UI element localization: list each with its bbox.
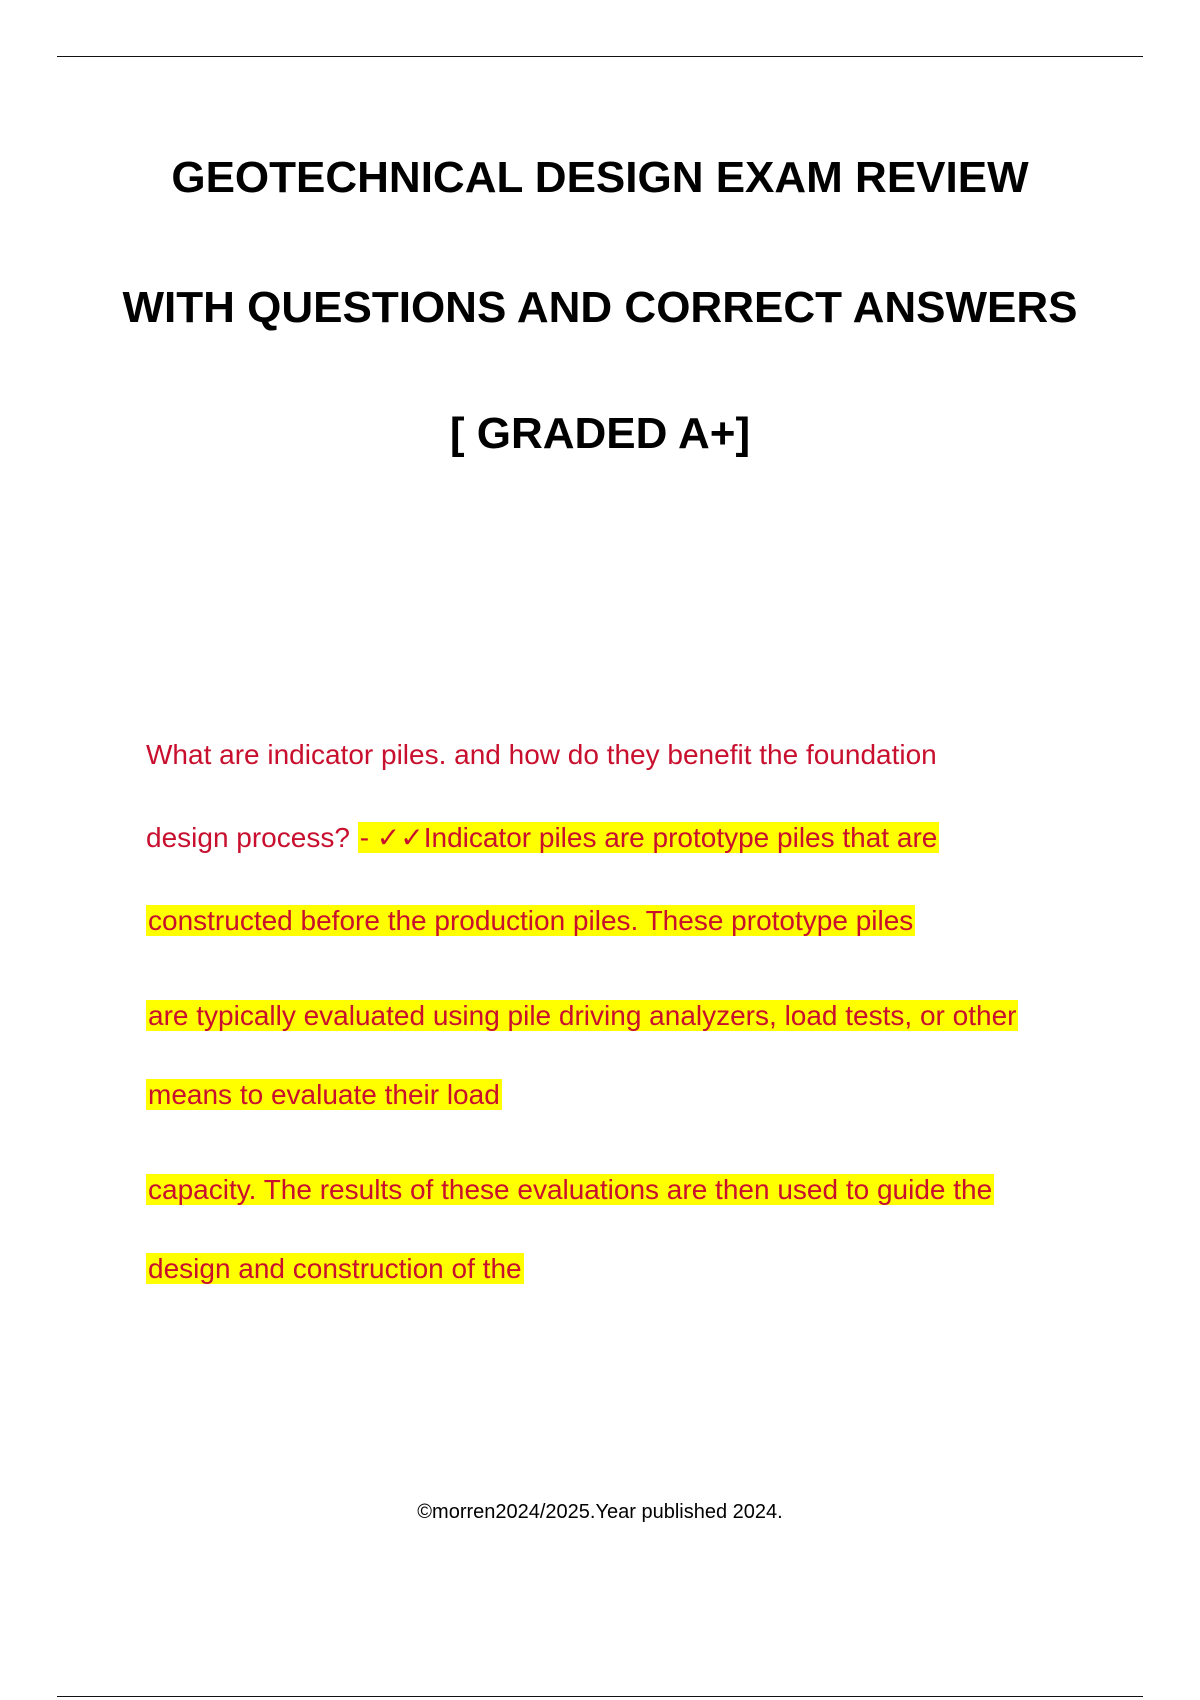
answer-line-2: constructed before the production piles. These prototype piles (148, 905, 914, 936)
answer-line-5: capacity. The results of these evaluations are then used to guide the (148, 1174, 993, 1205)
answer-line-3: are typically evaluated using pile driving analyzers, load tests, or other (148, 1000, 1017, 1031)
title-line-2: WITH QUESTIONS AND CORRECT ANSWERS (122, 283, 1078, 332)
bottom-rule (57, 1696, 1143, 1697)
answer-line-6: design and construction of the (148, 1253, 522, 1284)
question-line-2 (146, 818, 939, 858)
answer-row-4 (146, 1075, 502, 1115)
answer-row-3 (146, 996, 1018, 1036)
answer-line-1: - ✓✓Indicator piles are prototype piles that are (359, 822, 938, 853)
answer-row-6 (146, 1249, 524, 1289)
answer-row-2 (146, 901, 915, 941)
answer-line-4: means to evaluate their load (148, 1079, 500, 1110)
copyright-footer: ©morren2024/2025.Year published 2024. (417, 1501, 783, 1523)
title-line-3: [ GRADED A+] (449, 409, 751, 458)
top-rule (57, 56, 1143, 57)
answer-row-5 (146, 1170, 994, 1210)
question-text-1: What are indicator piles. and how do they benefit the foundation (146, 739, 937, 770)
question-text-2: design process? (146, 822, 358, 853)
title-line-1: GEOTECHNICAL DESIGN EXAM REVIEW (171, 153, 1029, 202)
question-line-1 (146, 735, 937, 775)
